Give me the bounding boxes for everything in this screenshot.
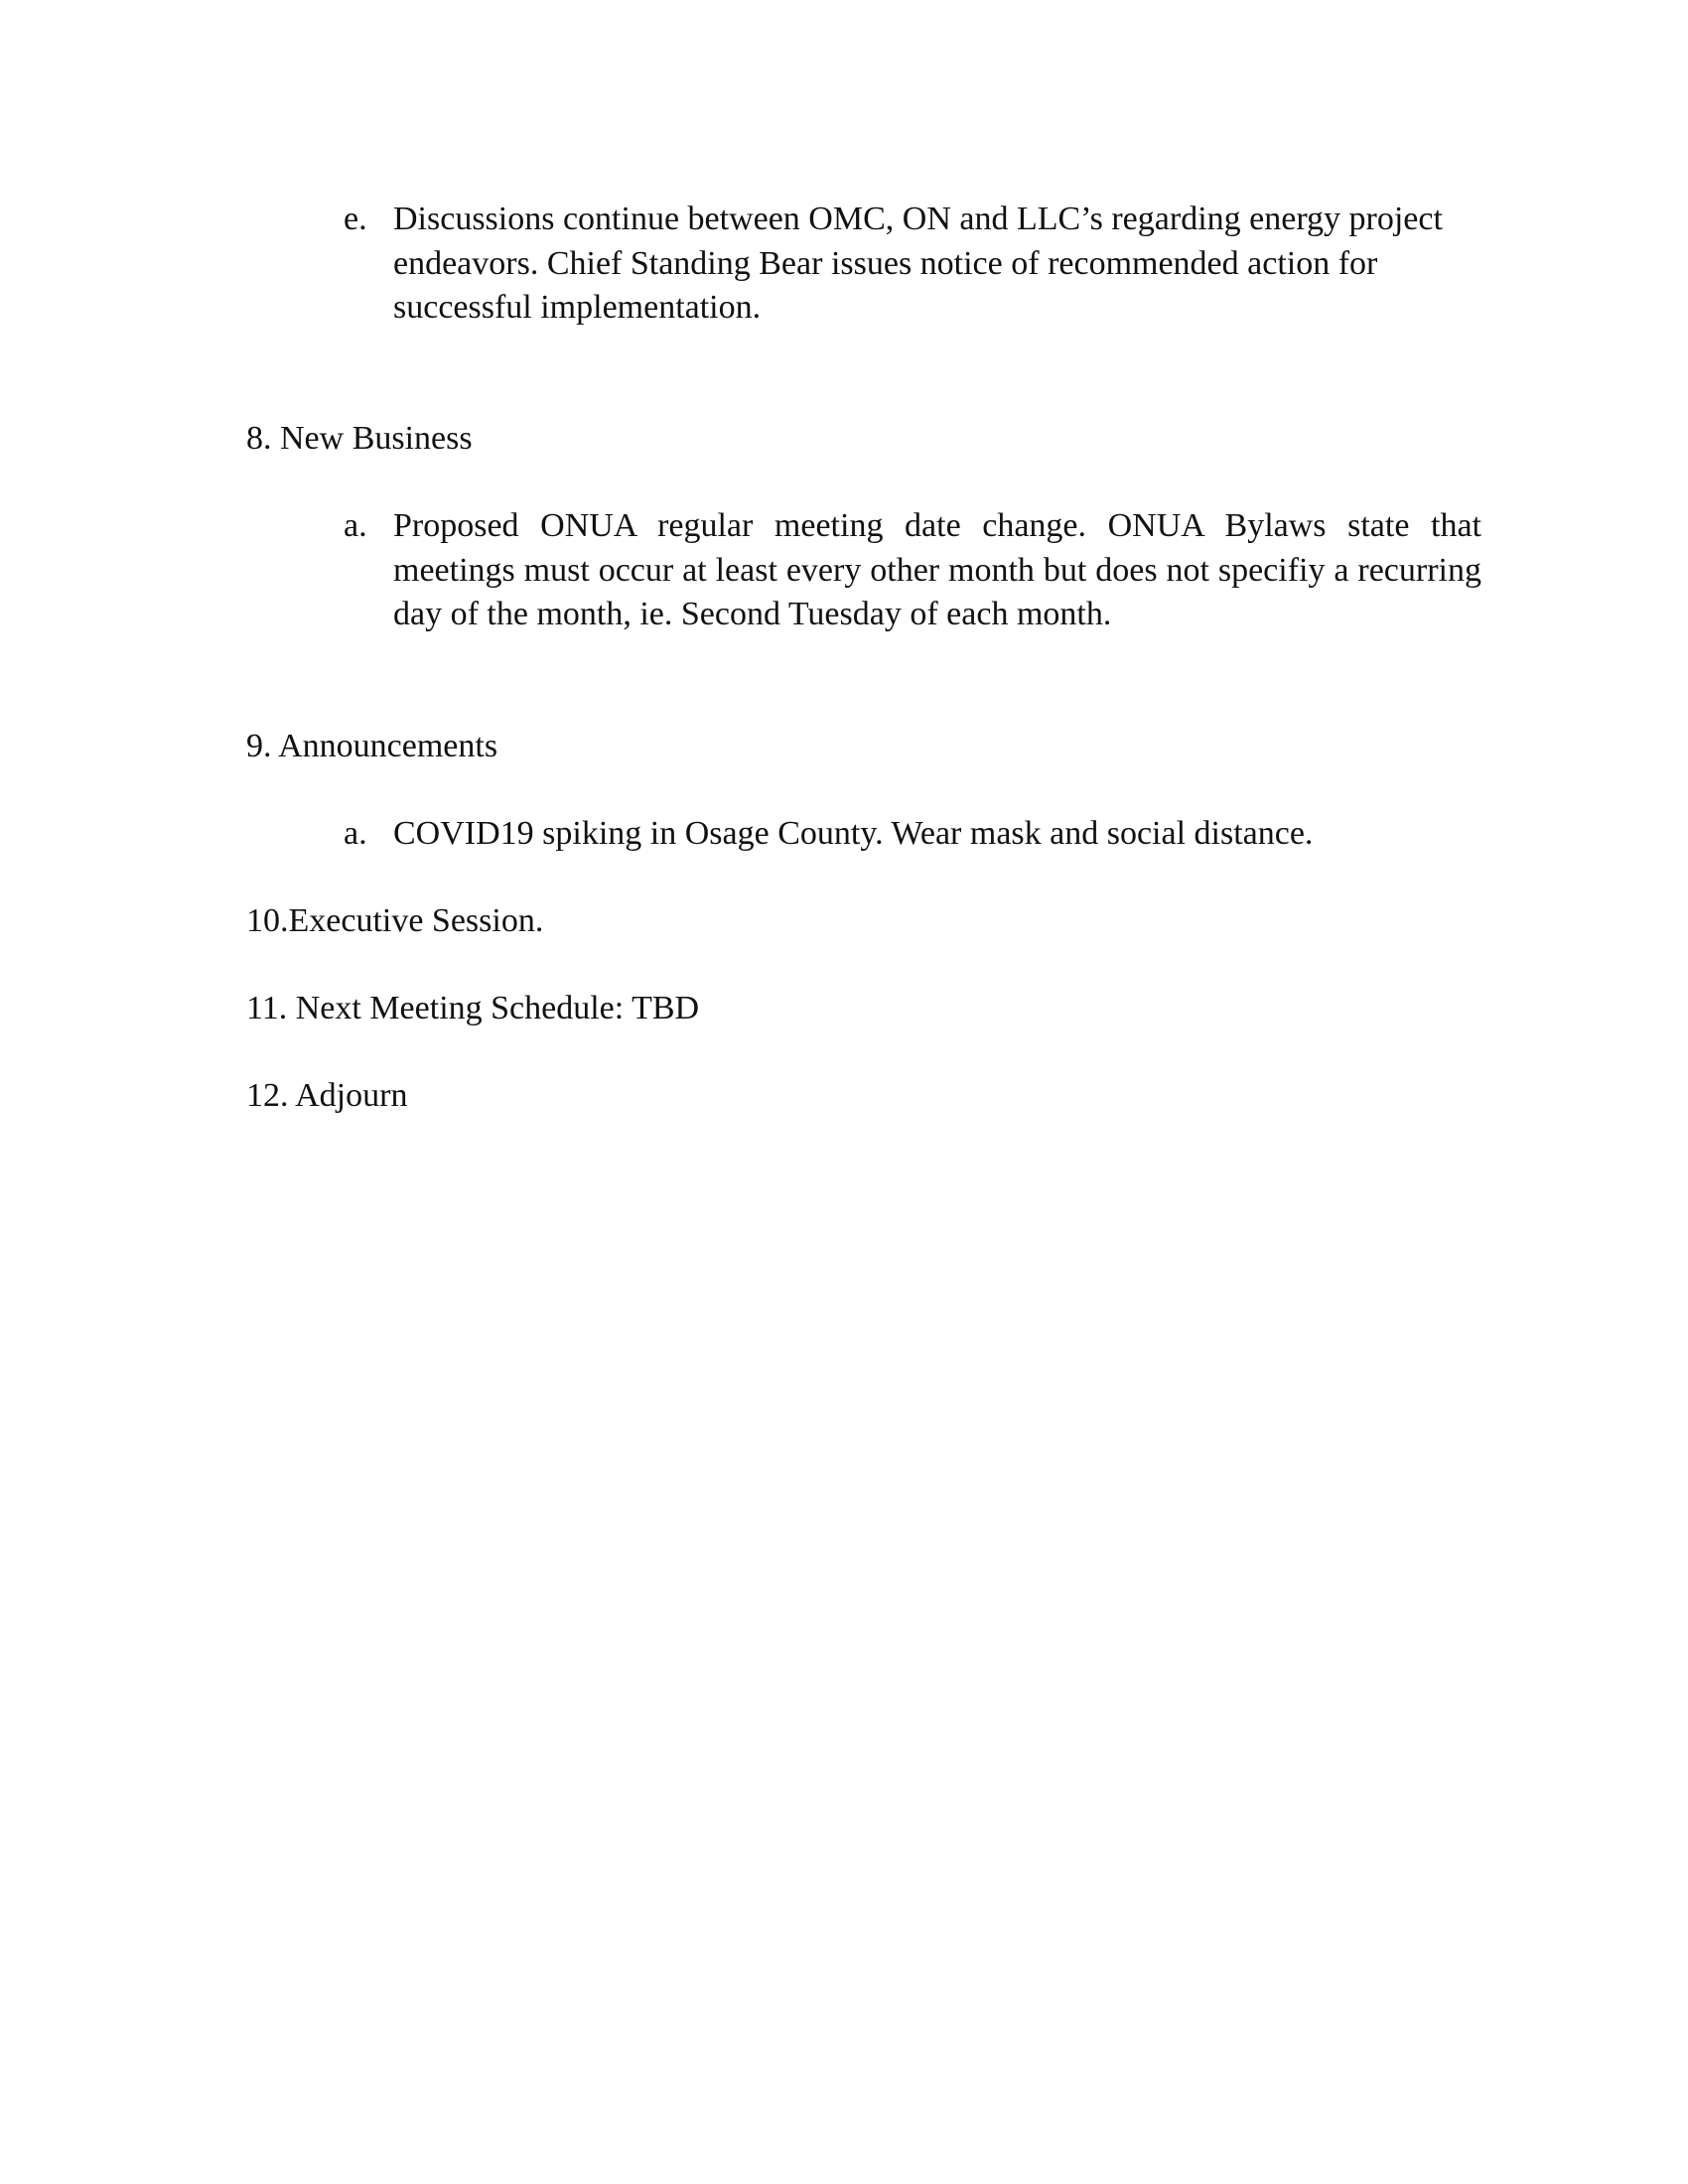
agenda-item-11: 11. Next Meeting Schedule: TBD <box>246 990 700 1026</box>
subitem-marker: a. <box>344 815 367 852</box>
subitem-marker: a. <box>344 507 367 544</box>
subitem-text: Discussions continue between OMC, ON and LLC’s regarding energy project endeavors. Chief Standing Bear issues notice of recommended action for successful implementation. <box>393 201 1443 326</box>
agenda-item-10: 10.Executive Session. <box>246 902 544 939</box>
subitem-marker: e. <box>344 201 367 237</box>
agenda-item-9: 9. Announcements <box>246 728 498 764</box>
subitem-text: Proposed ONUA regular meeting date change. ONUA Bylaws state that meetings must occur at least every other month but does not specifiy a recurring day of the month, ie. Second Tuesday of each month. <box>393 507 1481 632</box>
agenda-item-12: 12. Adjourn <box>246 1077 408 1114</box>
subitem-text: COVID19 spiking in Osage County. Wear mask and social distance. <box>393 815 1314 852</box>
agenda-item-8: 8. New Business <box>246 420 473 457</box>
